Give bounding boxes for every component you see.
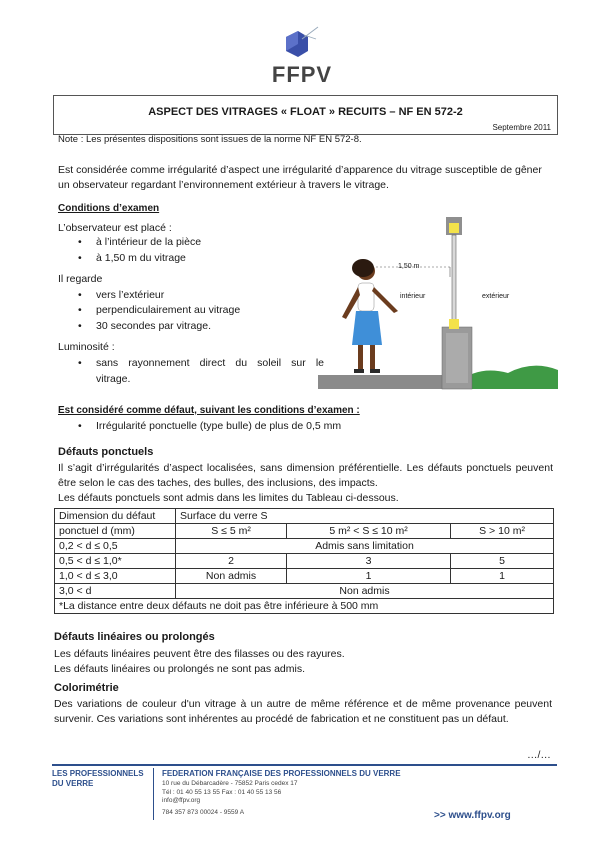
linear-heading: Défauts linéaires ou prolongés [54,631,215,643]
footer-tagline-line: DU VERRE [52,779,94,788]
note: Note : Les présentes dispositions sont issues de la norme NF EN 572-8. [58,134,362,145]
table-row [55,509,554,524]
figure-distance: 1,50 m [398,263,420,270]
footer-address: 10 rue du Débarcadère - 75852 Paris cedex 17 [162,780,298,787]
table-cell: 2 [176,554,287,569]
continued-mark: …/… [527,749,551,761]
table-row [55,524,554,539]
point-defects-paragraph: Il s’agit d’irrégularités d’aspect localisées, sans dimension préférentielle. Les défauts ponctuels peuvent être selon le cas des taches, des bulles, des inclusions, des impacts. [58,462,553,489]
defect-heading: Est considéré comme défaut, suivant les conditions d’examen : [58,405,360,416]
table-cell: 3 [287,554,451,569]
table-cell: Surface du verre S [176,509,554,524]
point-defects-limits: Les défauts ponctuels sont admis dans les limites du Tableau ci-dessous. [58,492,399,504]
table-row [55,599,554,614]
footer-siret: 784 357 873 00024 - 9559 A [162,808,245,816]
table-cell: 0,2 < d ≤ 0,5 [55,539,176,554]
table-cell: 1 [287,569,451,584]
defects-table [54,508,554,614]
defect-item: • Irrégularité ponctuelle (type bulle) de plus de 0,5 mm [96,420,341,432]
table-row [55,554,554,569]
intro-paragraph: Est considérée comme irrégularité d’aspect une irrégularité d’apparence du vitrage susceptible de gêner un observateur regardant l’environnement extérieur à travers le vitrage. [58,164,542,191]
observer-item: • à l’intérieur de la pièce [96,236,201,248]
table-cell: Dimension du défaut [55,509,176,524]
title-box [53,95,558,135]
logo-text: FFPV [271,62,333,87]
table-cell: 3,0 < d [55,584,176,599]
table-cell: Admis sans limitation [176,539,554,554]
table-cell: Non admis [176,584,554,599]
footer-tagline [52,769,144,789]
figure-exterior: extérieur [482,293,510,300]
footer-org: FEDERATION FRANÇAISE DES PROFESSIONNELS DU VERRE [162,769,401,778]
figure-interior: intérieur [400,293,426,300]
color-heading: Colorimétrie [54,682,119,694]
table-cell: 5 [451,554,554,569]
color-paragraph: Des variations de couleur d'un vitrage à un autre de même référence et de même provenance peuvent survenir. Ces variations sont inhérentes au procédé de fabrication et ne constituent pas un défaut. [54,698,552,725]
table-row [55,569,554,584]
footer-separator [153,768,154,820]
observer-item: • à 1,50 m du vitrage [96,252,186,264]
ffpv-logo-icon [280,25,320,65]
light-label: Luminosité : [58,341,115,353]
looks-item: • vers l’extérieur [96,289,164,301]
point-defects-heading: Défauts ponctuels [58,446,154,458]
table-row [55,584,554,599]
footer-website-link[interactable]: >> www.ffpv.org [434,810,511,821]
light-item-cont: vitrage. [96,373,131,385]
conditions-heading: Conditions d’examen [58,203,160,214]
observer-label: L’observateur est placé : [58,222,172,234]
looks-item: • 30 secondes par vitrage. [96,320,211,332]
looks-label: Il regarde [58,273,103,285]
table-cell: 1 [451,569,554,584]
footer-email[interactable]: info@ffpv.org [162,797,201,804]
examination-figure [318,205,558,395]
table-cell: 5 m² < S ≤ 10 m² [287,524,451,539]
table-cell: S > 10 m² [451,524,554,539]
footer-contact [162,780,298,817]
light-item: • sans rayonnement direct du soleil sur le [96,357,324,369]
looks-item: • perpendiculairement au vitrage [96,304,240,316]
table-footnote: *La distance entre deux défauts ne doit pas être inférieure à 500 mm [55,599,554,614]
table-cell: 1,0 < d ≤ 3,0 [55,569,176,584]
table-cell: ponctuel d (mm) [55,524,176,539]
date: Septembre 2011 [492,123,551,132]
table-row [55,539,554,554]
linear-paragraph: Les défauts linéaires ou prolongés ne sont pas admis. [54,663,305,675]
table-cell: S ≤ 5 m² [176,524,287,539]
table-cell: 0,5 < d ≤ 1,0* [55,554,176,569]
footer-tagline-line: LES PROFESSIONNELS [52,769,144,778]
footer-divider [52,764,557,766]
linear-paragraph: Les défauts linéaires peuvent être des filasses ou des rayures. [54,648,345,660]
footer-tel: Tél : 01 40 55 13 55 Fax : 01 40 55 13 56 [162,788,282,796]
table-cell: Non admis [176,569,287,584]
page-title: ASPECT DES VITRAGES « FLOAT » RECUITS – NF EN 572-2 [148,106,463,118]
